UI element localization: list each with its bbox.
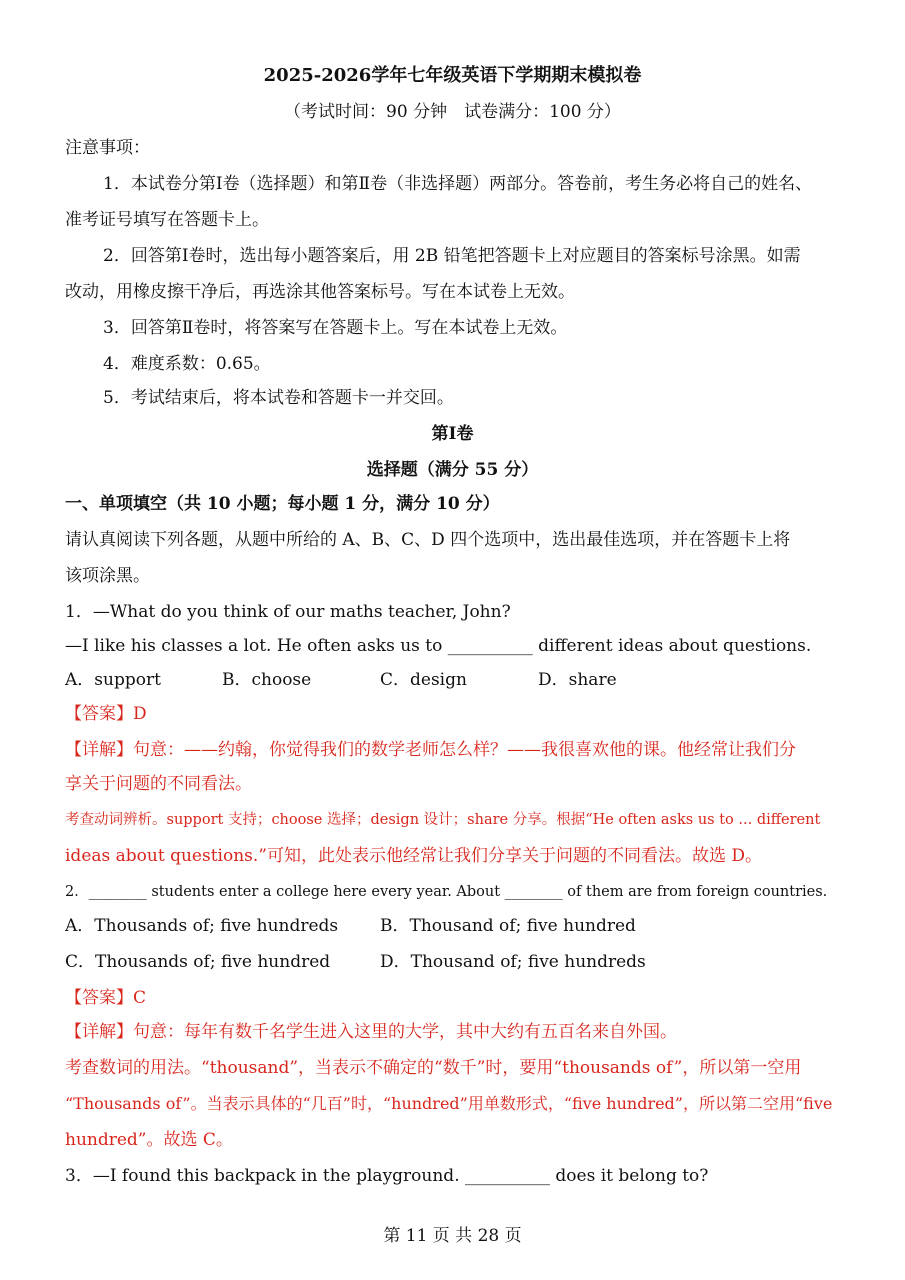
- answer-label: 【答案】C: [65, 988, 147, 1008]
- exam-subtitle: （考试时间：90 分钟 试卷满分：100 分）: [284, 102, 621, 122]
- notice-item: 1．本试卷分第Ⅰ卷（选择题）和第Ⅱ卷（非选择题）两部分。答卷前，考生务必将自己的姓名、: [103, 174, 813, 194]
- notice-item: 3．回答第Ⅱ卷时，将答案写在答题卡上。写在本试卷上无效。: [103, 318, 568, 338]
- explanation-line: 考查动词辨析。support 支持；choose 选择；design 设计；share 分享。根据“He often asks us to ... different: [65, 812, 821, 828]
- option-b: B．Thousand of; five hundred: [380, 916, 636, 936]
- notice-heading: 注意事项：: [65, 138, 150, 158]
- option-b: B．choose: [222, 670, 312, 690]
- explanation-line: hundred”。故选 C。: [65, 1130, 233, 1150]
- explanation-line: ideas about questions.”可知，此处表示他经常让我们分享关于问题的不同看法。故选 D。: [65, 846, 762, 866]
- notice-item: 准考证号填写在答题卡上。: [65, 210, 269, 230]
- section-heading: 一、单项填空（共 10 小题；每小题 1 分，满分 10 分）: [65, 494, 500, 514]
- answer-label: 【答案】D: [65, 704, 147, 724]
- notice-item: 4．难度系数：0.65。: [103, 354, 271, 374]
- page-title: 2025-2026学年七年级英语下学期期末模拟卷: [263, 65, 642, 86]
- part-heading: 选择题（满分 55 分）: [366, 460, 539, 480]
- question-stem: —I like his classes a lot. He often asks us to __________ different ideas about questions.: [65, 636, 812, 656]
- explanation-line: 享关于问题的不同看法。: [65, 774, 252, 794]
- notice-item: 2．回答第Ⅰ卷时，选出每小题答案后，用 2B 铅笔把答题卡上对应题目的答案标号涂黑。如需: [103, 246, 801, 266]
- page-number: 第 11 页 共 28 页: [383, 1226, 522, 1246]
- option-a: A．support: [65, 670, 161, 690]
- option-d: D．share: [538, 670, 617, 690]
- option-d: D．Thousand of; five hundreds: [380, 952, 646, 972]
- question-stem: 3．—I found this backpack in the playground. __________ does it belong to?: [65, 1166, 709, 1186]
- explanation-line: 【详解】句意：每年有数千名学生进入这里的大学，其中大约有五百名来自外国。: [65, 1022, 677, 1042]
- explanation-line: “Thousands of”。当表示具体的“几百”时，“hundred”用单数形式，“five hundred”，所以第二空用“five: [65, 1094, 833, 1113]
- instructions-line: 该项涂黑。: [65, 566, 150, 586]
- question-stem: 2．________ students enter a college here every year. About ________ of them are from foreign countries.: [65, 884, 828, 900]
- option-c: C．Thousands of; five hundred: [65, 952, 331, 972]
- explanation-line: 【详解】句意：——约翰，你觉得我们的数学老师怎么样？——我很喜欢他的课。他经常让我们分: [65, 740, 796, 760]
- explanation-line: 考查数词的用法。“thousand”，当表示不确定的“数千”时，要用“thousands of”，所以第一空用: [65, 1058, 802, 1078]
- notice-item: 改动，用橡皮擦干净后，再选涂其他答案标号。写在本试卷上无效。: [65, 282, 575, 302]
- option-c: C．design: [380, 670, 467, 690]
- instructions-line: 请认真阅读下列各题，从题中所给的 A、B、C、D 四个选项中，选出最佳选项，并在答题卡上将: [65, 530, 791, 550]
- volume-heading: 第Ⅰ卷: [431, 424, 474, 444]
- notice-item: 5．考试结束后，将本试卷和答题卡一并交回。: [103, 388, 454, 408]
- option-a: A．Thousands of; five hundreds: [65, 916, 339, 936]
- question-stem: 1．—What do you think of our maths teacher, John?: [65, 602, 511, 622]
